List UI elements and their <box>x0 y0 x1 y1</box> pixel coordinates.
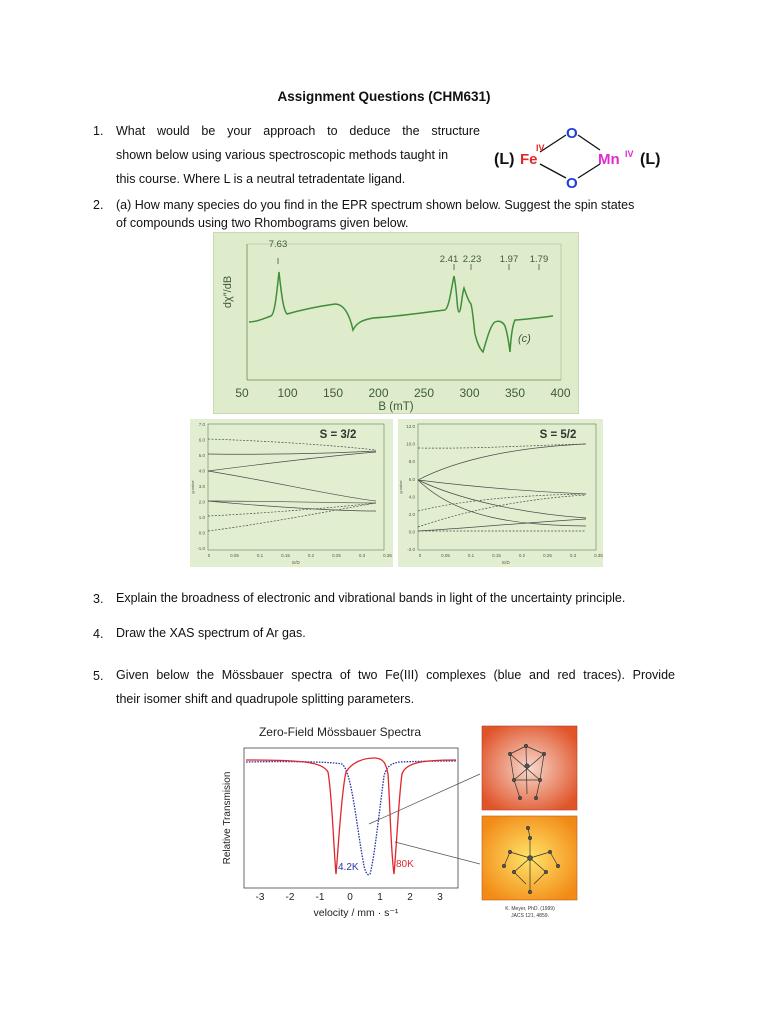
oxygen-top: O <box>566 125 578 142</box>
rhombogram-s52-y-tick-2: 10.0 <box>406 441 415 447</box>
epr-peak-label-2: 2.41 <box>439 254 459 265</box>
epr-peak-label-5: 1.79 <box>529 254 549 265</box>
rhombogram-s32-y-tick-3: 5.0 <box>198 453 205 458</box>
rhombogram-s52-y-tick-1: 12.0 <box>406 424 415 429</box>
mossbauer-x-tick-5: 1 <box>377 892 383 903</box>
epr-x-tick-8: 400 <box>550 386 571 400</box>
rhombogram-s32-background <box>190 419 393 567</box>
epr-x-tick-4: 200 <box>368 386 389 400</box>
rhombogram-s52-y-tick-7: 0.0 <box>408 529 415 535</box>
rhombogram-s32-ylabel: g-value <box>190 480 195 494</box>
rhombogram-s52-x-tick-3: 0.1 <box>467 553 475 558</box>
rhombogram-s52-y-tick-4: 6.0 <box>408 476 415 482</box>
question-1-number: 1. <box>93 124 104 138</box>
rhombogram-s52-x-tick-1: 0 <box>418 553 422 558</box>
bond-mn-o-top <box>578 135 600 150</box>
question-4-text: Draw the XAS spectrum of Ar gas. <box>116 626 306 640</box>
epr-x-tick-2: 100 <box>277 386 298 400</box>
epr-x-tick-7: 350 <box>504 386 526 400</box>
rhombogram-s52-x-tick-5: 0.2 <box>518 553 526 558</box>
mossbauer-x-tick-6: 2 <box>407 892 413 903</box>
rhombogram-s32-y-tick-2: 6.0 <box>198 437 205 443</box>
question-2-line-1: (a) How many species do you find in the EPR spectrum shown below. Suggest the spin states <box>116 198 635 212</box>
rhombogram-s32-xlabel: E/D <box>292 560 300 565</box>
rhombogram-s32-x-tick-5: 0.2 <box>307 553 315 558</box>
bond-fe-o-bottom <box>540 164 566 178</box>
question-1-line-2: shown below using various spectroscopic methods taught in <box>116 148 449 162</box>
rhombogram-s32-x-tick-4: 0.15 <box>281 553 290 558</box>
rhombogram-s52-x-tick-7: 0.3 <box>569 553 577 558</box>
rhombogram-s52-ylabel: g-value <box>398 480 403 494</box>
rhombogram-s32-y-tick-6: 2.0 <box>198 499 205 505</box>
rhombogram-s32-x-tick-1: 0 <box>207 553 211 558</box>
crystal-structure-image-top <box>482 726 577 810</box>
mossbauer-ylabel: Relative Transmision <box>222 771 233 865</box>
rhombogram-s52-figure <box>398 419 603 567</box>
fe-mn-structure-diagram <box>488 120 688 196</box>
epr-x-tick-1: 50 <box>235 386 249 400</box>
rhombogram-s52-x-tick-4: 0.15 <box>492 553 501 558</box>
mossbauer-x-tick-1: -3 <box>255 892 265 903</box>
rhombogram-s32-x-tick-7: 0.3 <box>358 553 366 558</box>
rhombogram-s52-y-tick-8: -2.0 <box>407 547 415 553</box>
question-5-number: 5. <box>93 669 104 683</box>
page-title: Assignment Questions (CHM631) <box>277 89 491 104</box>
rhombogram-s52-xlabel: E/D <box>502 560 510 565</box>
mn-label: Mn <box>598 151 620 168</box>
rhombogram-s52-x-tick-6: 0.25 <box>543 553 552 558</box>
rhombogram-s52-x-tick-2: 0.05 <box>441 553 450 558</box>
epr-peak-label-3: 2.23 <box>462 254 482 265</box>
rhombogram-s32-y-tick-7: 1.0 <box>198 515 205 520</box>
rhombogram-s52-x-tick-8: 0.35 <box>594 553 603 558</box>
mossbauer-label-red: 80K <box>396 859 414 870</box>
rhombogram-s32-title: S = 3/2 <box>319 429 357 441</box>
mossbauer-citation-2: JACS 121, 4859. <box>511 913 549 919</box>
mossbauer-citation-1: K. Meyer, PhD. (1999) <box>505 906 555 912</box>
epr-spectrum-figure <box>213 232 579 414</box>
rhombogram-s32-x-tick-6: 0.25 <box>332 553 341 558</box>
question-3-text: Explain the broadness of electronic and vibrational bands in light of the uncertainty principle. <box>116 591 626 605</box>
question-1-line-1: What would be your approach to deduce the structure <box>116 124 480 138</box>
rhombogram-s32-x-tick-2: 0.05 <box>230 553 239 558</box>
question-1-line-3: this course. Where L is a neutral tetradentate ligand. <box>116 172 406 186</box>
rhombogram-s32-x-tick-8: 0.35 <box>383 553 392 558</box>
epr-x-tick-6: 300 <box>459 386 480 400</box>
bond-mn-o-bottom <box>578 164 600 178</box>
question-5-text <box>116 663 675 711</box>
mossbauer-x-tick-7: 3 <box>437 892 443 903</box>
fe-oxidation-state: IV <box>536 143 545 153</box>
mossbauer-label-blue: 4.2K <box>338 862 359 873</box>
rhombogram-s52-title: S = 5/2 <box>539 429 577 441</box>
epr-peak-label-4: 1.97 <box>499 254 519 265</box>
mossbauer-x-tick-4: 0 <box>347 892 353 903</box>
rhombogram-s32-y-tick-1: 7.0 <box>198 422 205 427</box>
mossbauer-x-tick-2: -2 <box>285 892 295 903</box>
rhombogram-s32-y-tick-5: 3.0 <box>198 484 205 489</box>
ligand-right: (L) <box>640 151 661 168</box>
rhombogram-s52-y-tick-3: 8.0 <box>408 459 415 465</box>
rhombogram-s52-background <box>398 419 603 567</box>
rhombogram-s52-y-tick-5: 4.0 <box>408 494 415 500</box>
question-5-line-1: Given below the Mössbauer spectra of two Fe(III) complexes (blue and red traces). Provide <box>116 668 675 682</box>
mn-oxidation-state: IV <box>625 149 634 159</box>
rhombogram-s32-y-tick-9: -1.0 <box>197 546 205 551</box>
epr-x-tick-5: 250 <box>413 386 435 400</box>
rhombogram-s32-y-tick-4: 4.0 <box>198 468 205 474</box>
question-4-number: 4. <box>93 627 104 641</box>
mossbauer-xlabel: velocity / mm · s⁻¹ <box>313 907 399 919</box>
question-3-number: 3. <box>93 592 104 606</box>
epr-peak-label-1: 7.63 <box>268 239 288 250</box>
epr-ylabel: dχ″/dB <box>222 275 234 309</box>
question-2-line-2: of compounds using two Rhombograms given below. <box>116 216 409 230</box>
epr-xlabel: B (mT) <box>378 401 414 413</box>
mossbauer-x-tick-3: -1 <box>315 892 325 903</box>
mossbauer-title: Zero-Field Mössbauer Spectra <box>258 725 422 739</box>
rhombogram-s52-y-tick-6: 2.0 <box>408 512 415 517</box>
rhombogram-s32-x-tick-3: 0.1 <box>256 553 264 558</box>
rhombogram-s32-figure <box>190 419 393 567</box>
question-2-text <box>116 193 686 232</box>
mossbauer-figure <box>214 714 584 926</box>
fe-label: Fe <box>520 151 538 168</box>
epr-annotation: (c) <box>518 333 531 345</box>
ligand-left: (L) <box>494 151 515 168</box>
question-5-line-2: their isomer shift and quadrupole splitting parameters. <box>116 692 415 706</box>
question-1-text <box>116 119 480 191</box>
rhombogram-s32-y-tick-8: 0.0 <box>198 530 205 536</box>
rhombogram-s32-y-ticks <box>197 422 205 551</box>
question-2-number: 2. <box>93 198 104 212</box>
oxygen-bottom: O <box>566 175 578 192</box>
epr-x-tick-3: 150 <box>322 386 344 400</box>
